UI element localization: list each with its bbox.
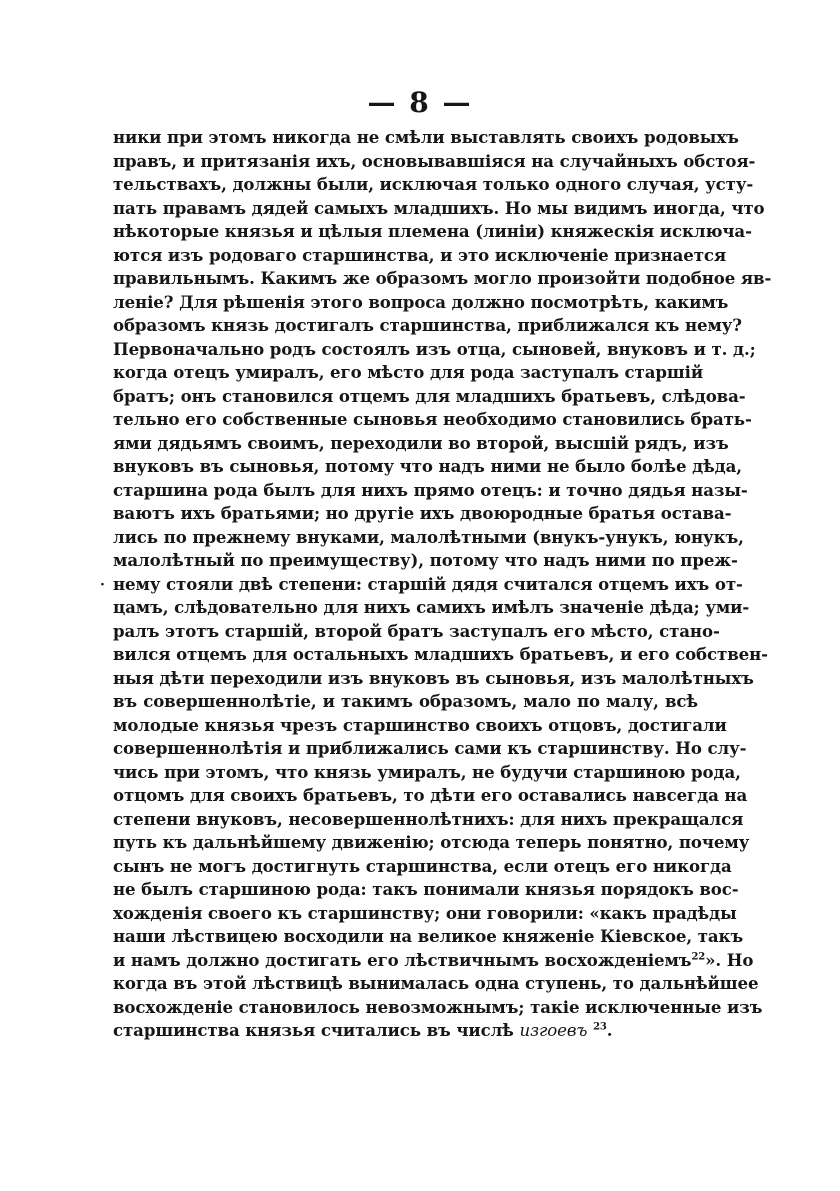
page-number: — 8 — (367, 86, 473, 119)
text-line: ями дядьямъ своимъ, переходили во второй, высшій рядъ, изъ (113, 432, 729, 453)
text-line: нему стояли двѣ степени: старшій дядя считался отцемъ ихъ от- (113, 573, 743, 594)
body-text (113, 126, 772, 1043)
text-line: степени внуковъ, несовершеннолѣтнихъ: для нихъ прекращался (113, 808, 744, 829)
text-line: Первоначально родъ состоялъ изъ отца, сыновей, внуковъ и т. д.; (113, 338, 756, 359)
margin-mark: · (100, 577, 105, 593)
text-line-content: старшинства князья считались въ числѣ (113, 1020, 514, 1040)
text-line-with-footnote (113, 949, 754, 973)
text-line: леніе? Для рѣшенія этого вопроса должно посмотрѣть, какимъ (113, 291, 729, 312)
text-line-tail: . (606, 1020, 613, 1040)
footnote-ref-23: 23 (593, 1021, 607, 1033)
text-line: правъ, и притязанія ихъ, основывавшіяся на случайныхъ обстоя- (113, 150, 756, 171)
text-line: лись по прежнему внуками, малолѣтными (внукъ-унукъ, юнукъ, (113, 526, 744, 547)
text-line: въ совершеннолѣтіе, и такимъ образомъ, мало по малу, всѣ (113, 691, 698, 711)
text-line: нѣкоторые князья и цѣлыя племена (линіи) княжескія исключа- (113, 221, 752, 241)
text-line: наши лѣствицею восходили на великое княженіе Кіевское, такъ (113, 926, 744, 946)
text-line: когда въ этой лѣствицѣ вынималась одна ступень, то дальнѣйшее (113, 973, 759, 993)
text-line: молодые князья чрезъ старшинство своихъ отцовъ, достигали (113, 714, 727, 735)
text-line: чись при этомъ, что князь умиралъ, не будучи старшиною рода, (113, 761, 741, 782)
text-line: ралъ этотъ старшій, второй братъ заступалъ его мѣсто, стано- (113, 620, 720, 641)
text-line: путь къ дальнѣйшему движенію; отсюда теперь понятно, почему (113, 832, 750, 852)
text-line: отцомъ для своихъ братьевъ, то дѣти его оставались навсегда на (113, 785, 748, 805)
text-line: тельно его собственные сыновья необходимо становились брать- (113, 409, 752, 429)
text-line: цамъ, слѣдовательно для нихъ самихъ имѣлъ значеніе дѣда; уми- (113, 597, 750, 617)
text-line: сынъ не могъ достигнуть старшинства, если отецъ его никогда (113, 855, 732, 876)
text-line-last (113, 1019, 698, 1043)
text-line: внуковъ въ сыновья, потому что надъ ними не было болѣе дѣда, (113, 456, 742, 476)
text-line: совершеннолѣтія и приближались сами къ старшинству. Но слу- (113, 738, 747, 758)
text-line: образомъ князь достигалъ старшинства, приближался къ нему? (113, 315, 742, 335)
text-line: братъ; онъ становился отцемъ для младшихъ братьевъ, слѣдова- (113, 385, 746, 406)
footnote-ref-22: 22 (691, 950, 706, 962)
text-line: пать правамъ дядей самыхъ младшихъ. Но мы видимъ иногда, что (113, 197, 765, 218)
text-line: ются изъ родоваго старшинства, и это исключеніе признается (113, 244, 727, 265)
text-line: ники при этомъ никогда не смѣли выставлять своихъ родовыхъ (113, 127, 739, 147)
italic-term: изгоевъ (519, 1021, 588, 1040)
text-line: вился отцемъ для остальныхъ младшихъ братьевъ, и его собствен- (113, 644, 768, 664)
text-line: ваютъ ихъ братьями; но другіе ихъ двоюродные братья остава- (113, 503, 732, 523)
text-line-tail: ». Но (705, 949, 754, 970)
text-line: старшина рода былъ для нихъ прямо отецъ: и точно дядья назы- (113, 479, 748, 500)
text-line: восхожденіе становилось невозможнымъ; такіе исключенные изъ (113, 996, 763, 1017)
text-line: малолѣтный по преимуществу), потому что надъ ними по преж- (113, 550, 738, 570)
text-line: правильнымъ. Какимъ же образомъ могло произойти подобное яв- (113, 268, 772, 288)
text-line: не былъ старшиною рода: такъ понимали князья порядокъ вос- (113, 879, 739, 899)
text-line-content: и намъ должно достигать его лѣствичнымъ восхожденіемъ (113, 949, 692, 970)
text-line: ныя дѣти переходили изъ внуковъ въ сыновья, изъ малолѣтныхъ (113, 667, 754, 688)
text-line: хожденія своего къ старшинству; они говорили: «какъ прадѣды (113, 902, 737, 923)
text-line: тельствахъ, должны были, исключая только одного случая, усту- (113, 174, 754, 194)
text-line: когда отецъ умиралъ, его мѣсто для рода заступалъ старшій (113, 362, 704, 382)
